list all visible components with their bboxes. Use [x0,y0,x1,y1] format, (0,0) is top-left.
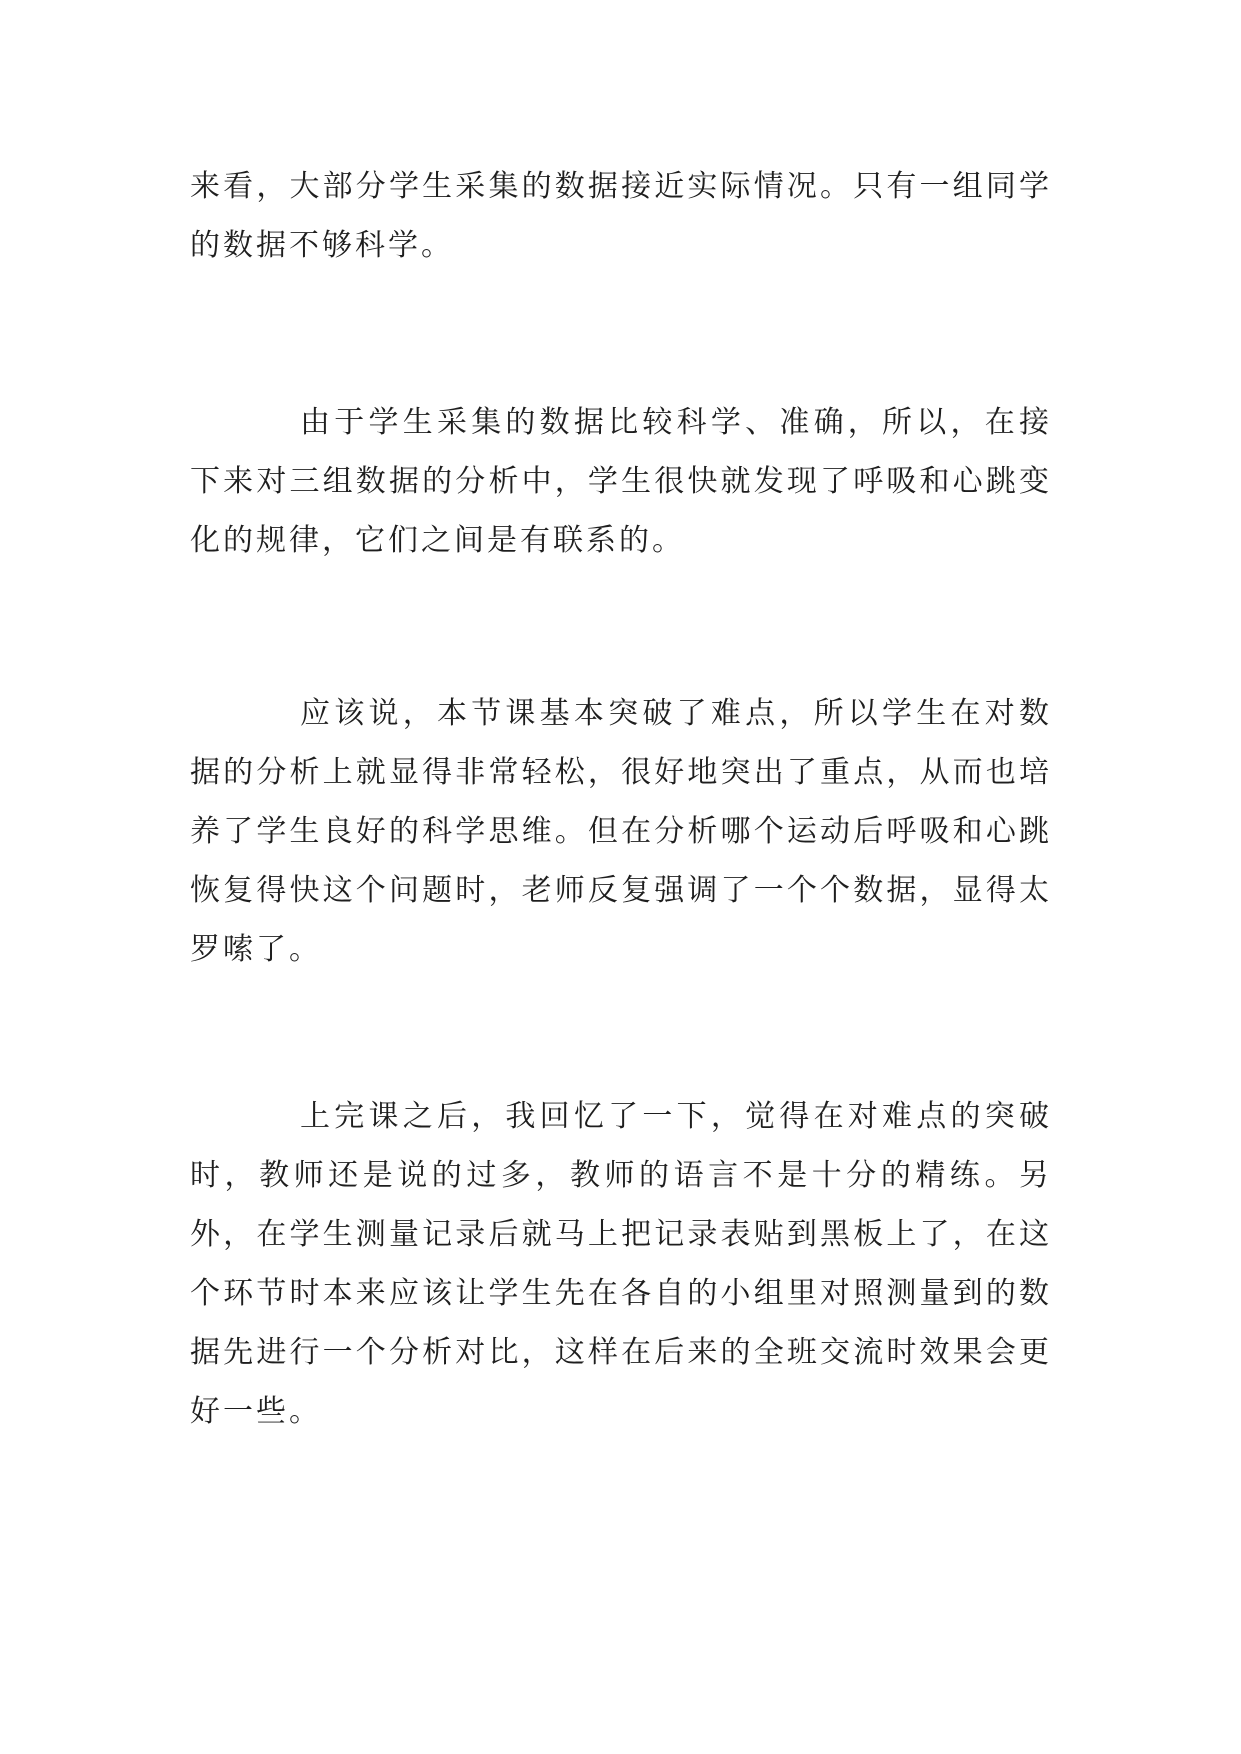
paragraph-reflection-improvement: 上完课之后，我回忆了一下，觉得在对难点的突破时，教师还是说的过多，教师的语言不是十分的精练。另外，在学生测量记录后就马上把记录表贴到黑板上了，在这个环节时本来应该让学生先在各自的小组里对照测量到的数据先进行一个分析对比，这样在后来的全班交流时效果会更好一些。 [190,1099,1052,1429]
paragraph-data-analysis: 由于学生采集的数据比较科学、准确，所以，在接下来对三组数据的分析中，学生很快就发现了呼吸和心跳变化的规律，它们之间是有联系的。 [190,405,1052,558]
paragraph-continuation: 来看，大部分学生采集的数据接近实际情况。只有一组同学的数据不够科学。 [190,169,1052,263]
paragraph-reflection-difficulty: 应该说，本节课基本突破了难点，所以学生在对数据的分析上就显得非常轻松，很好地突出了重点，从而也培养了学生良好的科学思维。但在分析哪个运动后呼吸和心跳恢复得快这个问题时，老师反复强调了一个个数据，显得太罗嗦了。 [190,696,1052,967]
